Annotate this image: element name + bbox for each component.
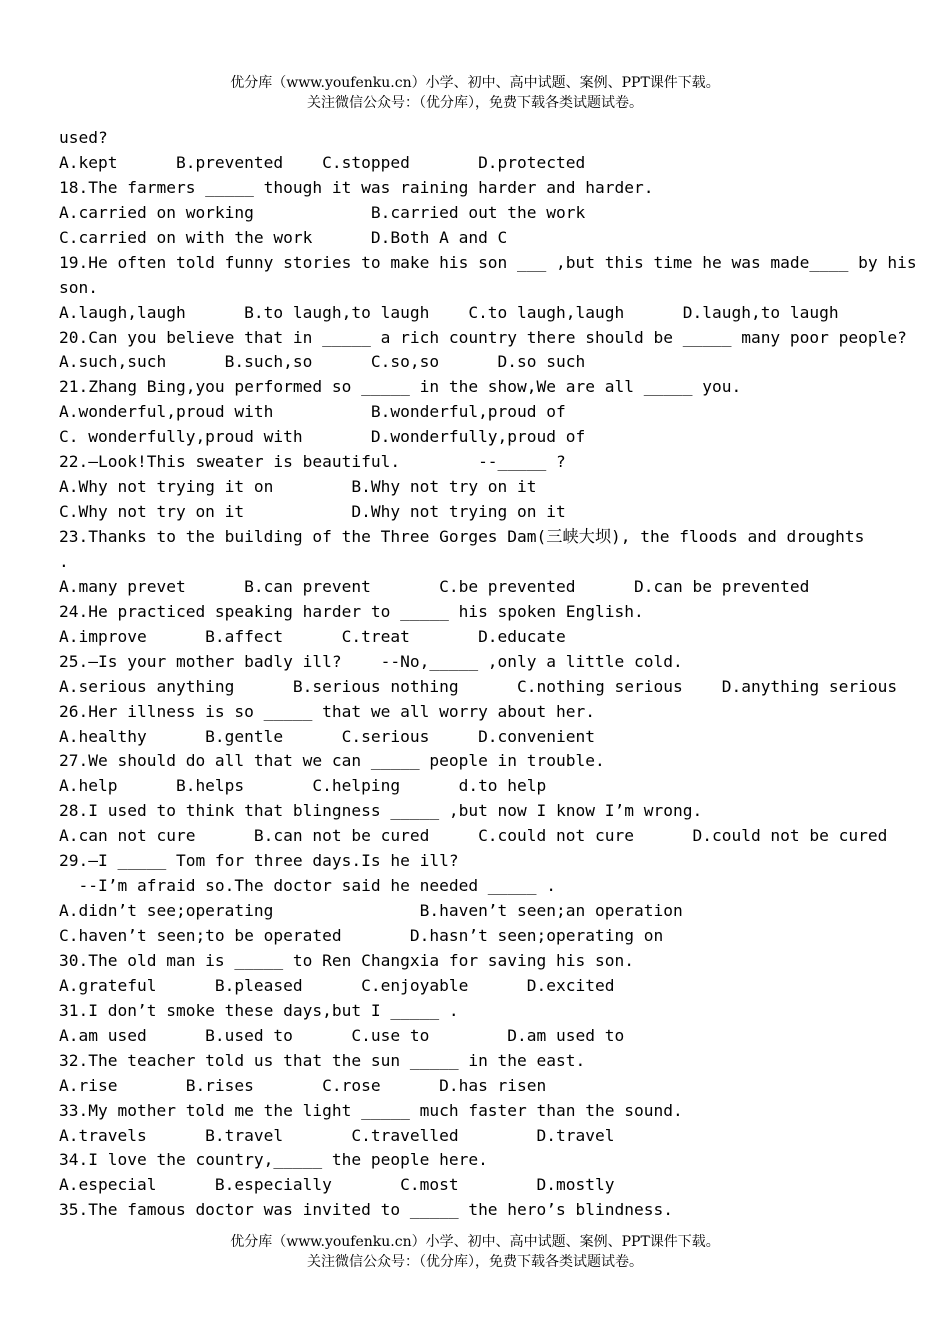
text-line: 27.We should do all that we can _____ people in trouble. (59, 751, 605, 771)
text-line: 26.Her illness is so _____ that we all worry about her. (59, 701, 596, 721)
text-line: --I’m afraid so.The doctor said he needed _____ . (59, 876, 557, 896)
text-line: A.rise B.rises C.rose D.has risen (59, 1075, 547, 1095)
footer-line-1: 优分库（www.youfenku.cn）小学、初中、高中试题、案例、PPT课件下载。 (230, 1234, 720, 1250)
text-line: A.help B.helps C.helping d.to help (59, 776, 547, 796)
text-line: 24.He practiced speaking harder to _____ his spoken English. (59, 601, 644, 621)
text-line: A.travels B.travel C.travelled D.travel (59, 1125, 615, 1145)
text-line: 35.The famous doctor was invited to _____ the hero’s blindness. (59, 1200, 673, 1220)
text-line: A.wonderful,proud with B.wonderful,proud of (59, 402, 566, 422)
text-line: 18.The farmers _____ though it was raining harder and harder. (59, 177, 654, 197)
page-header (0, 73, 950, 113)
header-line-1: 优分库（www.youfenku.cn）小学、初中、高中试题、案例、PPT课件下载。 (230, 75, 720, 91)
text-line: A.healthy B.gentle C.serious D.convenient (59, 726, 596, 746)
text-line: 28.I used to think that blingness _____ ,but now I know I’m wrong. (59, 801, 703, 821)
text-line: A.many prevet B.can prevent C.be prevented D.can be prevented (59, 576, 810, 596)
text-line: 23.Thanks to the building of the Three Gorges Dam(三峡大坝), the floods and droughts (59, 527, 865, 546)
text-line: C.carried on with the work D.Both A and C (59, 227, 508, 247)
text-line: A.grateful B.pleased C.enjoyable D.excited (59, 975, 615, 995)
text-line: A.improve B.affect C.treat D.educate (59, 626, 566, 646)
text-line: 21.Zhang Bing,you performed so _____ in the show,We are all _____ you. (59, 377, 742, 397)
text-line: used? (59, 128, 108, 147)
text-line: 25.—Is your mother badly ill? --No,_____ ,only a little cold. (59, 651, 683, 671)
text-line: A.am used B.used to C.use to D.am used to (59, 1025, 625, 1045)
text-line: C.haven’t seen;to be operated D.hasn’t seen;operating on (59, 926, 664, 945)
text-line: 32.The teacher told us that the sun _____ in the east. (59, 1050, 586, 1070)
text-line: A.kept B.prevented C.stopped D.protected (59, 152, 586, 172)
text-line: 29.—I _____ Tom for three days.Is he ill? (59, 851, 459, 871)
text-line: A.didn’t see;operating B.haven’t seen;an operation (59, 901, 683, 921)
text-line: A.laugh,laugh B.to laugh,to laugh C.to laugh,laugh D.laugh,to laugh (59, 302, 839, 322)
footer-line-2: 关注微信公众号：（优分库），免费下载各类试题试卷。 (307, 1254, 643, 1270)
text-line: A.serious anything B.serious nothing C.nothing serious D.anything serious (59, 676, 898, 696)
text-line: 34.I love the country,_____ the people here. (59, 1150, 488, 1170)
text-line: A.Why not trying it on B.Why not try on it (59, 477, 537, 497)
text-line: 33.My mother told me the light _____ much faster than the sound. (59, 1100, 683, 1120)
text-line: 30.The old man is _____ to Ren Changxia for saving his son. (59, 950, 634, 970)
text-line: A.can not cure B.can not be cured C.could not cure D.could not be cured (59, 826, 888, 846)
text-line: A.carried on working B.carried out the work (59, 202, 586, 222)
header-line-2: 关注微信公众号：（优分库），免费下载各类试题试卷。 (307, 95, 643, 111)
text-line: A.especial B.especially C.most D.mostly (59, 1175, 615, 1195)
text-line: C.Why not try on it D.Why not trying on it (59, 502, 566, 522)
question-text-body (59, 126, 919, 1223)
text-line: son. (59, 277, 98, 297)
page-footer (0, 1232, 950, 1272)
text-line: . (59, 551, 69, 571)
text-line: 19.He often told funny stories to make his son ___ ,but this time he was made____ by his (59, 252, 917, 272)
text-line: A.such,such B.such,so C.so,so D.so such (59, 352, 586, 372)
text-line: C. wonderfully,proud with D.wonderfully,proud of (59, 427, 586, 447)
text-line: 31.I don’t smoke these days,but I _____ . (59, 1000, 459, 1020)
text-line: 20.Can you believe that in _____ a rich country there should be _____ many poor people? (59, 327, 907, 347)
text-line: 22.—Look!This sweater is beautiful. --_____ ? (59, 452, 566, 472)
